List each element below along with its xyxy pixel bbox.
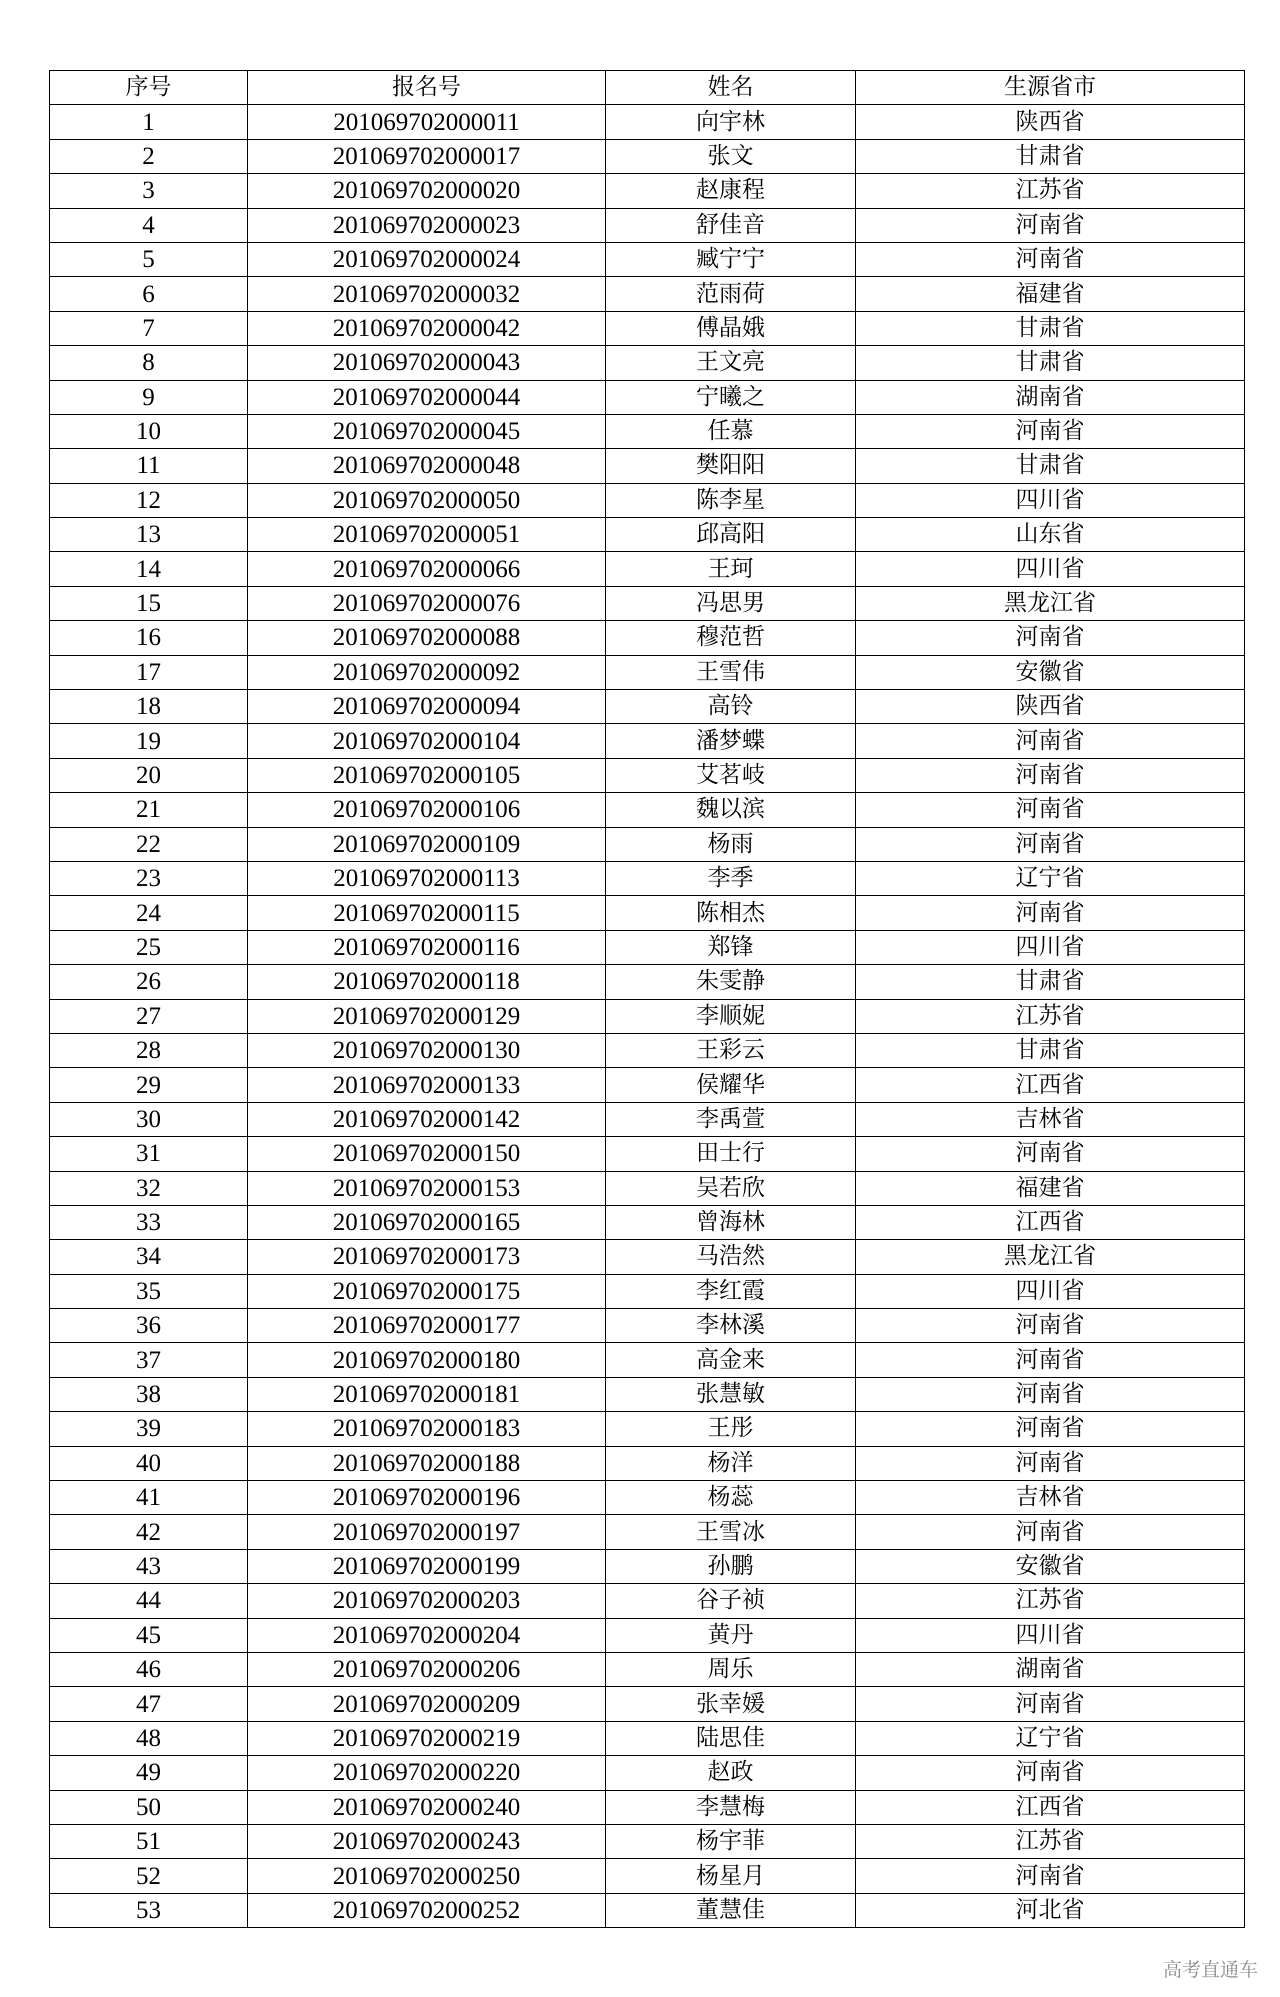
cell-province: 河南省 [856,724,1245,758]
table-row [50,1068,1245,1102]
cell-registration-number: 201069702000115 [248,896,606,930]
cell-name: 李红霞 [606,1274,856,1308]
table-row [50,208,1245,242]
cell-seq: 7 [50,311,248,345]
cell-seq: 16 [50,621,248,655]
table-row [50,518,1245,552]
cell-seq: 4 [50,208,248,242]
cell-name: 陆思佳 [606,1721,856,1755]
cell-registration-number: 201069702000109 [248,827,606,861]
cell-registration-number: 201069702000076 [248,586,606,620]
cell-province: 福建省 [856,1171,1245,1205]
table-row [50,1377,1245,1411]
cell-seq: 6 [50,277,248,311]
table-row [50,277,1245,311]
table-row [50,242,1245,276]
cell-province: 江苏省 [856,999,1245,1033]
cell-name: 艾茗岐 [606,758,856,792]
cell-name: 杨蕊 [606,1481,856,1515]
watermark-text: 高考直通车 [1162,1959,1258,1981]
cell-seq: 26 [50,965,248,999]
cell-province: 甘肃省 [856,311,1245,345]
cell-registration-number: 201069702000180 [248,1343,606,1377]
cell-province: 河南省 [856,1756,1245,1790]
cell-province: 河南省 [856,621,1245,655]
cell-province: 河南省 [856,208,1245,242]
cell-seq: 15 [50,586,248,620]
cell-registration-number: 201069702000203 [248,1584,606,1618]
cell-seq: 24 [50,896,248,930]
cell-seq: 2 [50,139,248,173]
cell-name: 樊阳阳 [606,449,856,483]
cell-province: 甘肃省 [856,965,1245,999]
cell-seq: 31 [50,1137,248,1171]
cell-registration-number: 201069702000204 [248,1618,606,1652]
cell-seq: 39 [50,1412,248,1446]
cell-registration-number: 201069702000023 [248,208,606,242]
cell-province: 安徽省 [856,1549,1245,1583]
table-row [50,758,1245,792]
cell-seq: 32 [50,1171,248,1205]
cell-seq: 20 [50,758,248,792]
cell-province: 安徽省 [856,655,1245,689]
cell-registration-number: 201069702000042 [248,311,606,345]
table-row [50,1790,1245,1824]
cell-registration-number: 201069702000173 [248,1240,606,1274]
cell-seq: 13 [50,518,248,552]
cell-registration-number: 201069702000104 [248,724,606,758]
cell-seq: 19 [50,724,248,758]
cell-registration-number: 201069702000181 [248,1377,606,1411]
cell-province: 山东省 [856,518,1245,552]
cell-name: 曾海林 [606,1205,856,1239]
table-row [50,105,1245,139]
cell-province: 河南省 [856,1687,1245,1721]
cell-province: 黑龙江省 [856,1240,1245,1274]
cell-registration-number: 201069702000220 [248,1756,606,1790]
cell-name: 杨洋 [606,1446,856,1480]
table-row [50,1893,1245,1927]
admission-roster-table [49,70,1245,1928]
cell-name: 王文亮 [606,346,856,380]
cell-province: 福建省 [856,277,1245,311]
cell-registration-number: 201069702000142 [248,1102,606,1136]
cell-seq: 43 [50,1549,248,1583]
cell-name: 赵康程 [606,174,856,208]
cell-name: 侯耀华 [606,1068,856,1102]
cell-name: 董慧佳 [606,1893,856,1927]
table-row [50,1274,1245,1308]
cell-seq: 47 [50,1687,248,1721]
cell-province: 河南省 [856,414,1245,448]
cell-province: 四川省 [856,930,1245,964]
cell-province: 江苏省 [856,1824,1245,1858]
table-row [50,621,1245,655]
cell-registration-number: 201069702000243 [248,1824,606,1858]
cell-seq: 5 [50,242,248,276]
cell-name: 李顺妮 [606,999,856,1033]
cell-seq: 22 [50,827,248,861]
cell-seq: 30 [50,1102,248,1136]
cell-name: 杨宇菲 [606,1824,856,1858]
cell-name: 臧宁宁 [606,242,856,276]
table-row [50,655,1245,689]
cell-registration-number: 201069702000088 [248,621,606,655]
table-row [50,586,1245,620]
cell-registration-number: 201069702000044 [248,380,606,414]
cell-seq: 36 [50,1309,248,1343]
cell-seq: 11 [50,449,248,483]
cell-name: 魏以滨 [606,793,856,827]
cell-province: 吉林省 [856,1102,1245,1136]
cell-name: 李禹萱 [606,1102,856,1136]
cell-province: 河北省 [856,1893,1245,1927]
table-row [50,724,1245,758]
cell-seq: 18 [50,690,248,724]
cell-province: 四川省 [856,1274,1245,1308]
table-row [50,1549,1245,1583]
cell-seq: 52 [50,1859,248,1893]
cell-province: 江西省 [856,1205,1245,1239]
cell-seq: 17 [50,655,248,689]
cell-seq: 35 [50,1274,248,1308]
cell-seq: 33 [50,1205,248,1239]
table-row [50,690,1245,724]
cell-name: 李慧梅 [606,1790,856,1824]
cell-province: 河南省 [856,1137,1245,1171]
cell-province: 河南省 [856,827,1245,861]
table-row [50,1721,1245,1755]
cell-registration-number: 201069702000118 [248,965,606,999]
cell-name: 张文 [606,139,856,173]
cell-seq: 45 [50,1618,248,1652]
table-row [50,965,1245,999]
table-row [50,1687,1245,1721]
cell-seq: 14 [50,552,248,586]
cell-seq: 37 [50,1343,248,1377]
cell-registration-number: 201069702000045 [248,414,606,448]
header-name: 姓名 [606,71,856,105]
cell-seq: 48 [50,1721,248,1755]
table-row [50,1756,1245,1790]
cell-name: 李林溪 [606,1309,856,1343]
cell-name: 傅晶娥 [606,311,856,345]
table-row [50,1446,1245,1480]
cell-registration-number: 201069702000177 [248,1309,606,1343]
cell-registration-number: 201069702000116 [248,930,606,964]
cell-seq: 34 [50,1240,248,1274]
cell-registration-number: 201069702000105 [248,758,606,792]
cell-province: 河南省 [856,1859,1245,1893]
cell-province: 江苏省 [856,1584,1245,1618]
cell-registration-number: 201069702000165 [248,1205,606,1239]
cell-name: 舒佳音 [606,208,856,242]
table-row [50,1171,1245,1205]
cell-seq: 3 [50,174,248,208]
cell-seq: 12 [50,483,248,517]
cell-registration-number: 201069702000240 [248,1790,606,1824]
table-row [50,930,1245,964]
cell-name: 谷子祯 [606,1584,856,1618]
cell-name: 陈李星 [606,483,856,517]
table-row [50,999,1245,1033]
cell-seq: 53 [50,1893,248,1927]
table-row [50,1240,1245,1274]
cell-seq: 27 [50,999,248,1033]
cell-seq: 51 [50,1824,248,1858]
table-row [50,1033,1245,1067]
table-row [50,552,1245,586]
cell-name: 赵政 [606,1756,856,1790]
cell-registration-number: 201069702000175 [248,1274,606,1308]
cell-seq: 10 [50,414,248,448]
cell-name: 周乐 [606,1652,856,1686]
cell-province: 陕西省 [856,105,1245,139]
cell-name: 宁曦之 [606,380,856,414]
cell-province: 辽宁省 [856,1721,1245,1755]
cell-name: 马浩然 [606,1240,856,1274]
cell-province: 河南省 [856,1343,1245,1377]
cell-province: 江西省 [856,1790,1245,1824]
cell-name: 高铃 [606,690,856,724]
cell-seq: 38 [50,1377,248,1411]
table-body [50,105,1245,1928]
cell-registration-number: 201069702000066 [248,552,606,586]
cell-registration-number: 201069702000106 [248,793,606,827]
cell-seq: 8 [50,346,248,380]
cell-name: 邱高阳 [606,518,856,552]
cell-province: 河南省 [856,1412,1245,1446]
table-row [50,380,1245,414]
cell-province: 四川省 [856,483,1245,517]
cell-name: 王雪伟 [606,655,856,689]
cell-registration-number: 201069702000130 [248,1033,606,1067]
table-row [50,174,1245,208]
cell-seq: 44 [50,1584,248,1618]
cell-registration-number: 201069702000024 [248,242,606,276]
cell-name: 杨雨 [606,827,856,861]
cell-registration-number: 201069702000188 [248,1446,606,1480]
cell-name: 高金来 [606,1343,856,1377]
cell-name: 任慕 [606,414,856,448]
cell-registration-number: 201069702000094 [248,690,606,724]
cell-name: 王珂 [606,552,856,586]
cell-name: 张慧敏 [606,1377,856,1411]
cell-seq: 42 [50,1515,248,1549]
cell-name: 王彤 [606,1412,856,1446]
cell-registration-number: 201069702000250 [248,1859,606,1893]
cell-name: 黄丹 [606,1618,856,1652]
table-row [50,1102,1245,1136]
cell-seq: 46 [50,1652,248,1686]
cell-registration-number: 201069702000219 [248,1721,606,1755]
cell-name: 潘梦蝶 [606,724,856,758]
cell-registration-number: 201069702000092 [248,655,606,689]
cell-province: 河南省 [856,758,1245,792]
cell-name: 杨星月 [606,1859,856,1893]
table-row [50,311,1245,345]
cell-province: 河南省 [856,1446,1245,1480]
table-row [50,861,1245,895]
cell-seq: 29 [50,1068,248,1102]
header-province: 生源省市 [856,71,1245,105]
cell-seq: 50 [50,1790,248,1824]
cell-seq: 25 [50,930,248,964]
cell-registration-number: 201069702000196 [248,1481,606,1515]
cell-province: 湖南省 [856,1652,1245,1686]
table-row [50,1412,1245,1446]
cell-seq: 21 [50,793,248,827]
cell-registration-number: 201069702000252 [248,1893,606,1927]
cell-province: 河南省 [856,793,1245,827]
cell-registration-number: 201069702000051 [248,518,606,552]
cell-seq: 23 [50,861,248,895]
cell-registration-number: 201069702000043 [248,346,606,380]
cell-name: 冯思男 [606,586,856,620]
cell-seq: 9 [50,380,248,414]
table-row [50,793,1245,827]
header-registration-number: 报名号 [248,71,606,105]
table-row [50,827,1245,861]
cell-registration-number: 201069702000048 [248,449,606,483]
cell-province: 河南省 [856,896,1245,930]
cell-province: 河南省 [856,1309,1245,1343]
cell-name: 王雪冰 [606,1515,856,1549]
cell-registration-number: 201069702000206 [248,1652,606,1686]
table-row [50,1652,1245,1686]
table-row [50,414,1245,448]
cell-registration-number: 201069702000197 [248,1515,606,1549]
cell-seq: 40 [50,1446,248,1480]
table-row [50,346,1245,380]
cell-province: 甘肃省 [856,1033,1245,1067]
cell-province: 河南省 [856,1515,1245,1549]
cell-registration-number: 201069702000050 [248,483,606,517]
cell-name: 朱雯静 [606,965,856,999]
cell-province: 黑龙江省 [856,586,1245,620]
cell-name: 郑锋 [606,930,856,964]
table-row [50,1584,1245,1618]
cell-name: 张幸媛 [606,1687,856,1721]
cell-name: 陈相杰 [606,896,856,930]
table-row [50,1137,1245,1171]
cell-name: 向宇林 [606,105,856,139]
cell-name: 范雨荷 [606,277,856,311]
cell-registration-number: 201069702000183 [248,1412,606,1446]
cell-name: 孙鹏 [606,1549,856,1583]
cell-seq: 28 [50,1033,248,1067]
cell-registration-number: 201069702000017 [248,139,606,173]
cell-province: 辽宁省 [856,861,1245,895]
cell-province: 甘肃省 [856,139,1245,173]
header-seq: 序号 [50,71,248,105]
table-row [50,1309,1245,1343]
table-row [50,1205,1245,1239]
cell-name: 穆范哲 [606,621,856,655]
cell-seq: 1 [50,105,248,139]
table-row [50,896,1245,930]
cell-registration-number: 201069702000129 [248,999,606,1033]
cell-registration-number: 201069702000209 [248,1687,606,1721]
cell-registration-number: 201069702000113 [248,861,606,895]
table-row [50,1343,1245,1377]
cell-name: 王彩云 [606,1033,856,1067]
cell-registration-number: 201069702000150 [248,1137,606,1171]
cell-name: 李季 [606,861,856,895]
cell-province: 四川省 [856,552,1245,586]
table-row [50,449,1245,483]
table-row [50,1618,1245,1652]
table-row [50,1859,1245,1893]
table-row [50,483,1245,517]
table-row [50,1515,1245,1549]
cell-province: 江苏省 [856,174,1245,208]
cell-registration-number: 201069702000020 [248,174,606,208]
table-row [50,139,1245,173]
cell-seq: 41 [50,1481,248,1515]
cell-province: 江西省 [856,1068,1245,1102]
cell-province: 甘肃省 [856,346,1245,380]
cell-name: 田士行 [606,1137,856,1171]
cell-province: 陕西省 [856,690,1245,724]
cell-province: 吉林省 [856,1481,1245,1515]
cell-registration-number: 201069702000011 [248,105,606,139]
cell-province: 四川省 [856,1618,1245,1652]
table-header-row [50,71,1245,105]
cell-province: 甘肃省 [856,449,1245,483]
table-row [50,1824,1245,1858]
cell-province: 河南省 [856,1377,1245,1411]
table-row [50,1481,1245,1515]
cell-province: 河南省 [856,242,1245,276]
cell-registration-number: 201069702000153 [248,1171,606,1205]
cell-registration-number: 201069702000199 [248,1549,606,1583]
cell-seq: 49 [50,1756,248,1790]
cell-registration-number: 201069702000133 [248,1068,606,1102]
cell-name: 吴若欣 [606,1171,856,1205]
cell-province: 湖南省 [856,380,1245,414]
cell-registration-number: 201069702000032 [248,277,606,311]
